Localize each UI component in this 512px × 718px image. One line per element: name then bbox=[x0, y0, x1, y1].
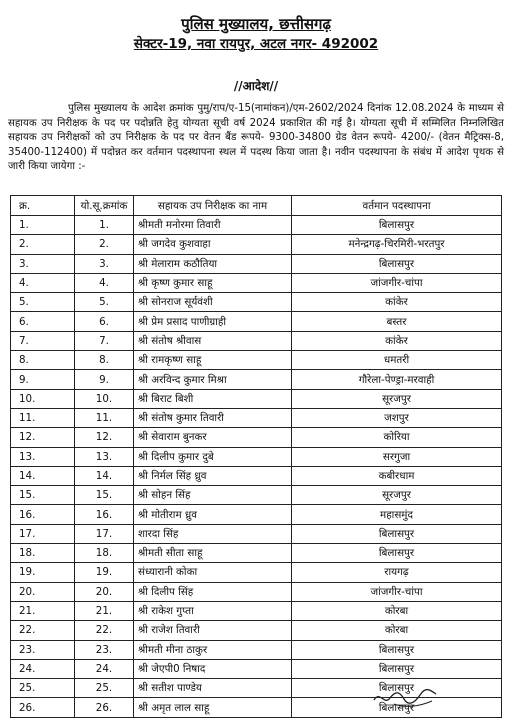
table-row bbox=[11, 621, 502, 640]
name-text: श्री अरविन्द कुमार मिश्रा bbox=[138, 373, 227, 386]
table-row bbox=[11, 331, 502, 350]
name-text: श्री निर्मल सिंह ध्रुव bbox=[138, 470, 207, 482]
posting-cell: कोरबा bbox=[292, 621, 502, 640]
name-text: श्री मोतीराम ध्रुव bbox=[138, 508, 197, 521]
name-text: श्री कृष्ण कुमार साहू bbox=[138, 277, 213, 290]
serial-cell: 7. bbox=[11, 331, 75, 350]
header-name: सहायक उप निरीक्षक का नाम bbox=[134, 196, 292, 216]
merit-no-cell: 12. bbox=[75, 428, 134, 447]
name-text: श्री सतीश पाण्डेय bbox=[138, 682, 202, 695]
table-row bbox=[11, 351, 502, 370]
posting-cell: कोरबा bbox=[292, 601, 502, 620]
table-row bbox=[11, 563, 502, 582]
name-cell bbox=[134, 389, 292, 408]
name-text: श्रीमती सीता साहू bbox=[138, 547, 203, 560]
merit-no-cell: 10. bbox=[75, 389, 134, 408]
merit-no-cell: 26. bbox=[75, 698, 134, 717]
serial-cell: 3. bbox=[11, 254, 75, 273]
serial-cell: 8. bbox=[11, 351, 75, 370]
posting-cell: कोरिया bbox=[292, 428, 502, 447]
name-text: श्री प्रेम प्रसाद पाणीग्राही bbox=[138, 315, 226, 328]
header-merit-no: यो.सू.क्रमांक bbox=[75, 196, 134, 216]
merit-no-cell: 4. bbox=[75, 273, 134, 292]
name-cell bbox=[134, 563, 292, 582]
merit-no-cell: 22. bbox=[75, 621, 134, 640]
merit-no-cell: 25. bbox=[75, 679, 134, 698]
name-cell bbox=[134, 312, 292, 331]
name-text: श्री रामकृष्ण साहू bbox=[138, 354, 202, 367]
signature bbox=[370, 684, 440, 710]
posting-cell: सूरजपुर bbox=[292, 486, 502, 505]
serial-cell: 9. bbox=[11, 370, 75, 389]
name-text: श्री बिराट बिशी bbox=[138, 392, 194, 405]
table-row bbox=[11, 370, 502, 389]
serial-cell: 18. bbox=[11, 544, 75, 563]
merit-no-cell: 15. bbox=[75, 486, 134, 505]
header-posting: वर्तमान पदस्थापना bbox=[292, 196, 502, 216]
table-row bbox=[11, 254, 502, 273]
promotion-table bbox=[10, 195, 502, 718]
header-serial: क्र. bbox=[11, 196, 75, 216]
order-paragraph-text: पुलिस मुख्यालय के आदेश क्रमांक पुमु/राप/ए-15(नामांकन)/एम-2602/2024 दिनांक 12.08.2024 के माध्यम से सहायक उप निरीक्षक के पद पर पदोन्नति हेतु योग्यता सूची वर्ष 2024 प्रकाशित की गई है। योग्यता सूची में सम्मिलित निम्नलिखित सहायक उप निरीक्षकों को उप निरीक्षक के पद पर वेतन बैंड रूपये- 9300-34800 ग्रेड वेतन रूपये- 4200/- (वेतन मैट्रिक्स-8, 35400-112400) में पदोन्नत कर वर्तमान पदस्थापना स्थल में पदस्थ किया जाता है। नवीन पदस्थापना के संबंध में आदेश पृथक से जारी किया जायेगा :- bbox=[8, 103, 504, 172]
serial-cell: 12. bbox=[11, 428, 75, 447]
serial-cell: 25. bbox=[11, 679, 75, 698]
name-text: श्रीमती मनोरमा तिवारी bbox=[138, 219, 221, 232]
posting-cell: कांकेर bbox=[292, 331, 502, 350]
table-row bbox=[11, 428, 502, 447]
name-cell bbox=[134, 254, 292, 273]
merit-no-cell: 13. bbox=[75, 447, 134, 466]
table-row bbox=[11, 312, 502, 331]
name-cell bbox=[134, 679, 292, 698]
posting-cell: जांजगीर-चांपा bbox=[292, 582, 502, 601]
name-text: श्रीमती मीना ठाकुर bbox=[138, 643, 208, 656]
serial-cell: 4. bbox=[11, 273, 75, 292]
posting-cell: बिलासपुर bbox=[292, 679, 502, 698]
name-cell bbox=[134, 659, 292, 678]
table-row bbox=[11, 505, 502, 524]
table-body bbox=[11, 216, 502, 718]
posting-cell: जांजगीर-चांपा bbox=[292, 273, 502, 292]
merit-no-cell: 16. bbox=[75, 505, 134, 524]
serial-cell: 5. bbox=[11, 293, 75, 312]
name-cell bbox=[134, 370, 292, 389]
posting-cell: रायगढ़ bbox=[292, 563, 502, 582]
serial-cell: 17. bbox=[11, 524, 75, 543]
posting-cell: कांकेर bbox=[292, 293, 502, 312]
posting-cell: सरगुजा bbox=[292, 447, 502, 466]
table-row bbox=[11, 293, 502, 312]
posting-cell: जशपुर bbox=[292, 408, 502, 427]
serial-cell: 15. bbox=[11, 486, 75, 505]
name-cell bbox=[134, 621, 292, 640]
merit-no-cell: 9. bbox=[75, 370, 134, 389]
posting-cell: मनेन्द्रगढ़-चिरमिरी-भरतपुर bbox=[292, 235, 502, 254]
table-row bbox=[11, 447, 502, 466]
name-cell bbox=[134, 524, 292, 543]
name-text: संध्यारानी कोका bbox=[138, 566, 198, 579]
serial-cell: 20. bbox=[11, 582, 75, 601]
name-cell bbox=[134, 601, 292, 620]
merit-no-cell: 21. bbox=[75, 601, 134, 620]
name-text: श्री संतोष कुमार तिवारी bbox=[138, 412, 224, 425]
posting-cell: बिलासपुर bbox=[292, 524, 502, 543]
serial-cell: 11. bbox=[11, 408, 75, 427]
posting-cell: बिलासपुर bbox=[292, 640, 502, 659]
name-text: श्री दिलीप सिंह bbox=[138, 585, 194, 598]
serial-cell: 26. bbox=[11, 698, 75, 717]
name-text: श्री जगदेव कुशवाहा bbox=[138, 238, 211, 251]
name-text: श्री सोनराज सूर्यवंशी bbox=[138, 296, 213, 309]
serial-cell: 6. bbox=[11, 312, 75, 331]
name-text: श्री सोहन सिंह bbox=[138, 489, 191, 502]
merit-no-cell: 3. bbox=[75, 254, 134, 273]
merit-no-cell: 23. bbox=[75, 640, 134, 659]
name-text: श्री राजेश तिवारी bbox=[138, 624, 200, 637]
serial-cell: 1. bbox=[11, 216, 75, 235]
merit-no-cell: 14. bbox=[75, 466, 134, 485]
merit-no-cell: 19. bbox=[75, 563, 134, 582]
name-cell bbox=[134, 216, 292, 235]
serial-cell: 22. bbox=[11, 621, 75, 640]
table-row bbox=[11, 216, 502, 235]
posting-cell: बिलासपुर bbox=[292, 659, 502, 678]
name-cell bbox=[134, 640, 292, 659]
merit-no-cell: 2. bbox=[75, 235, 134, 254]
name-cell bbox=[134, 331, 292, 350]
name-cell bbox=[134, 505, 292, 524]
merit-no-cell: 6. bbox=[75, 312, 134, 331]
serial-cell: 16. bbox=[11, 505, 75, 524]
name-cell bbox=[134, 582, 292, 601]
office-address: सेक्टर-19, नवा रायपुर, अटल नगर- 492002 bbox=[133, 36, 379, 52]
table-row bbox=[11, 273, 502, 292]
name-cell bbox=[134, 235, 292, 254]
merit-no-cell: 18. bbox=[75, 544, 134, 563]
name-cell bbox=[134, 698, 292, 717]
merit-no-cell: 24. bbox=[75, 659, 134, 678]
name-cell bbox=[134, 486, 292, 505]
merit-no-cell: 20. bbox=[75, 582, 134, 601]
serial-cell: 24. bbox=[11, 659, 75, 678]
name-text: श्री संतोष श्रीवास bbox=[138, 334, 202, 347]
merit-no-cell: 17. bbox=[75, 524, 134, 543]
name-text: श्री राकेश गुप्ता bbox=[138, 605, 194, 618]
serial-cell: 13. bbox=[11, 447, 75, 466]
posting-cell: कबीरधाम bbox=[292, 466, 502, 485]
order-paragraph bbox=[8, 102, 504, 175]
table-row bbox=[11, 544, 502, 563]
table-row bbox=[11, 524, 502, 543]
name-cell bbox=[134, 544, 292, 563]
table-row bbox=[11, 582, 502, 601]
posting-cell: बिलासपुर bbox=[292, 254, 502, 273]
table-row bbox=[11, 466, 502, 485]
name-text: श्री जेएपी0 निषाद bbox=[138, 662, 206, 675]
order-heading: //आदेश// bbox=[233, 79, 279, 93]
merit-no-cell: 5. bbox=[75, 293, 134, 312]
table-header-row bbox=[11, 196, 502, 216]
serial-cell: 2. bbox=[11, 235, 75, 254]
posting-cell: बिलासपुर bbox=[292, 544, 502, 563]
table-row bbox=[11, 486, 502, 505]
table-row bbox=[11, 389, 502, 408]
name-text: श्री मेलाराम कठौतिया bbox=[138, 257, 218, 270]
table-row bbox=[11, 601, 502, 620]
merit-no-cell: 8. bbox=[75, 351, 134, 370]
name-cell bbox=[134, 428, 292, 447]
posting-cell: बस्तर bbox=[292, 312, 502, 331]
name-cell bbox=[134, 351, 292, 370]
posting-cell: महासमुंद bbox=[292, 505, 502, 524]
posting-cell: बिलासपुर bbox=[292, 698, 502, 717]
name-text: श्री सेवाराम बुनकर bbox=[138, 431, 207, 444]
posting-cell: बिलासपुर bbox=[292, 216, 502, 235]
serial-cell: 21. bbox=[11, 601, 75, 620]
posting-cell: गौरेला-पेण्ड्रा-मरवाही bbox=[292, 370, 502, 389]
table-row bbox=[11, 408, 502, 427]
name-text: शारदा सिंह bbox=[138, 527, 179, 540]
name-cell bbox=[134, 293, 292, 312]
merit-no-cell: 1. bbox=[75, 216, 134, 235]
name-cell bbox=[134, 466, 292, 485]
table-row bbox=[11, 659, 502, 678]
name-text: श्री दिलीप कुमार दुबे bbox=[138, 450, 214, 463]
merit-no-cell: 7. bbox=[75, 331, 134, 350]
posting-cell: सूरजपुर bbox=[292, 389, 502, 408]
name-cell bbox=[134, 273, 292, 292]
posting-cell: धमतरी bbox=[292, 351, 502, 370]
serial-cell: 23. bbox=[11, 640, 75, 659]
name-cell bbox=[134, 447, 292, 466]
office-title: पुलिस मुख्यालय, छत्तीसगढ़ bbox=[181, 15, 331, 33]
name-text: श्री अमृत लाल साहू bbox=[138, 701, 210, 714]
serial-cell: 14. bbox=[11, 466, 75, 485]
merit-no-cell: 11. bbox=[75, 408, 134, 427]
table-row bbox=[11, 235, 502, 254]
serial-cell: 19. bbox=[11, 563, 75, 582]
name-cell bbox=[134, 408, 292, 427]
table-row bbox=[11, 640, 502, 659]
serial-cell: 10. bbox=[11, 389, 75, 408]
